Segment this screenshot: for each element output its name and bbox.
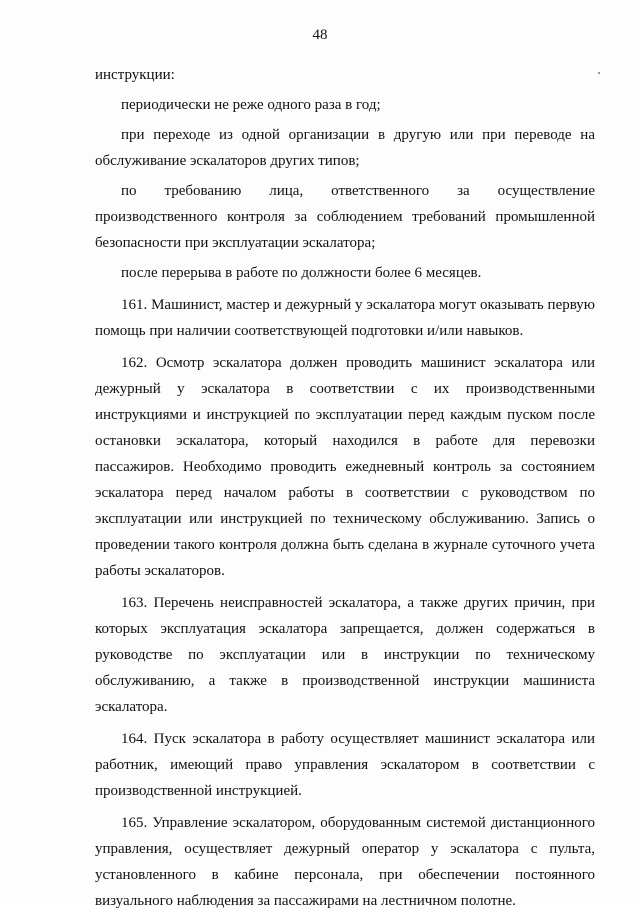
paragraph-165: 165. Управление эскалатором, оборудованным системой дистанционного управления, осуществляет дежурный оператор у эскалатора с пульта, установленного в кабине персонала, при обеспечении постоянного визуального наблюдения за пассажирами на лестничном полотне. xyxy=(95,815,595,909)
list-item-transfer: при переходе из одной организации в другую или при переводе на обслуживание эскалаторов других типов; xyxy=(95,127,595,169)
list-item-periodic: периодически не реже одного раза в год; xyxy=(121,97,381,113)
paragraph-163: 163. Перечень неисправностей эскалатора, а также других причин, при которых эксплуатация эскалатора запрещается, должен содержаться в руководстве по эксплуатации или в инструкции по техническому обслуживанию, а также в производственной инструкции машиниста эскалатора. xyxy=(95,595,595,715)
document-body xyxy=(95,62,595,914)
list-item-break: после перерыва в работе по должности более 6 месяцев. xyxy=(121,265,482,281)
paragraph-continuation: инструкции: xyxy=(95,67,175,83)
page-number: 48 xyxy=(312,27,328,43)
paragraph-161: 161. Машинист, мастер и дежурный у эскалатора могут оказывать первую помощь при наличии соответствующей подготовки и/или навыков. xyxy=(95,297,595,339)
paragraph-164: 164. Пуск эскалатора в работу осуществляет машинист эскалатора или работник, имеющий право управления эскалатором в соответствии с производственной инструкцией. xyxy=(95,731,595,799)
list-item-request: по требованию лица, ответственного за осуществление производственного контроля за соблюдением требований промышленной безопасности при эксплуатации эскалатора; xyxy=(95,183,595,251)
paragraph-162: 162. Осмотр эскалатора должен проводить машинист эскалатора или дежурный у эскалатора в соответствии с их производственными инструкциями и инструкцией по эксплуатации перед каждым пуском после остановки эскалатора, который находился в работе для перевозки пассажиров. Необходимо проводить ежедневный контроль за состоянием эскалатора перед началом работы в соответствии с руководством по эксплуатации или инструкцией по техническому обслуживанию. Запись о проведении такого контроля должна быть сделана в журнале суточного учета работы эскалаторов. xyxy=(95,355,595,579)
scan-mark xyxy=(598,72,600,74)
